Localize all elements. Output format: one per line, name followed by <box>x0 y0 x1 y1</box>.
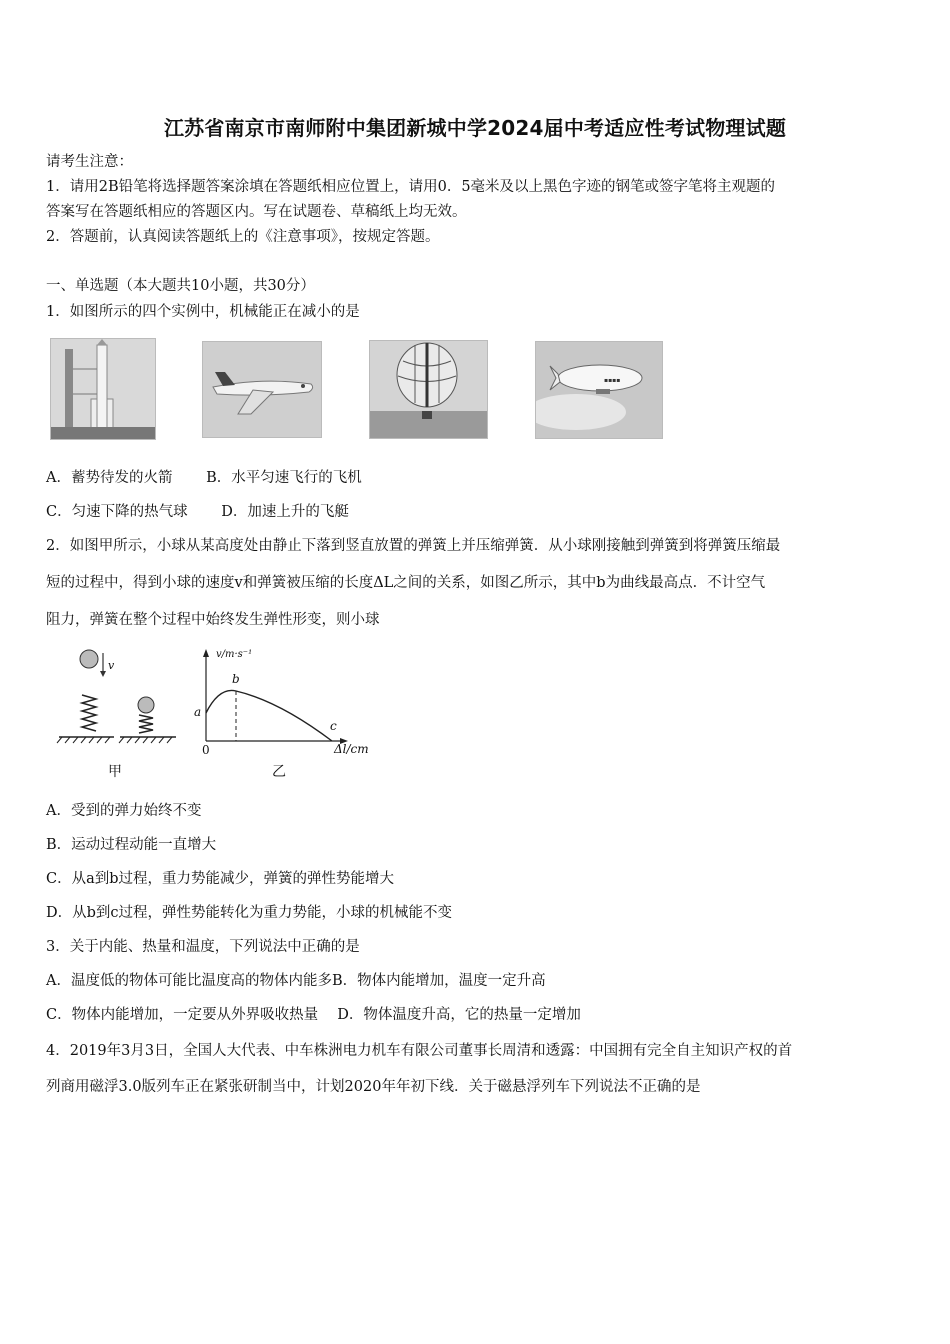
section-heading: 一、单选题（本大题共10小题，共30分） <box>46 278 315 294</box>
q3-options-cd: C．物体内能增加，一定要从外界吸收热量 D．物体温度升高，它的热量一定增加 <box>46 1007 581 1023</box>
airplane-photo <box>202 341 322 438</box>
q1-options-cd: C．匀速下降的热气球 D．加速上升的飞艇 <box>46 504 349 520</box>
svg-text:▪▪▪▪: ▪▪▪▪ <box>604 377 621 384</box>
point-c-label: c <box>330 719 337 733</box>
q2-option-b: B．运动过程动能一直增大 <box>46 837 217 853</box>
figure-jia-label: 甲 <box>108 764 122 780</box>
rocket-photo <box>50 338 156 440</box>
q1-options-ab: A．蓄势待发的火箭 B．水平匀速飞行的飞机 <box>46 470 362 486</box>
q3-options-ab: A．温度低的物体可能比温度高的物体内能多B．物体内能增加，温度一定升高 <box>46 973 546 989</box>
q2-option-d: D．从b到c过程，弹性势能转化为重力势能，小球的机械能不变 <box>46 905 453 921</box>
figure-yi-label: 乙 <box>272 764 286 780</box>
page-title: 江苏省南京市南师附中集团新城中学2024届中考适应性考试物理试题 <box>163 116 787 140</box>
q2-option-a: A．受到的弹力始终不变 <box>46 803 202 819</box>
graph-y-axis-label: v/m·s⁻¹ <box>216 649 253 660</box>
hot-air-balloon-photo <box>369 340 488 439</box>
q4-stem-line-1: 4．2019年3月3日，全国人大代表、中车株洲电力机车有限公司董事长周清和透露：中国拥有完全自主知识产权的首 <box>46 1043 793 1059</box>
q4-stem-line-2: 列商用磁浮3.0版列车正在紧张研制当中，计划2020年年初下线．关于磁悬浮列车下列说法不正确的是 <box>46 1079 701 1095</box>
q2-stem-line-3: 阻力，弹簧在整个过程中始终发生弹性形变，则小球 <box>46 612 380 628</box>
notice-item-2: 2．答题前，认真阅读答题纸上的《注意事项》，按规定答题。 <box>46 229 440 245</box>
velocity-label: v <box>108 659 115 672</box>
q2-figure <box>54 645 384 785</box>
airship-photo <box>535 341 663 439</box>
point-b-label: b <box>232 672 240 686</box>
notice-item-1-line-2: 答案写在答题纸相应的答题区内。写在试题卷、草稿纸上均无效。 <box>46 204 467 220</box>
q2-option-c: C．从a到b过程，重力势能减少，弹簧的弹性势能增大 <box>46 871 395 887</box>
notice-item-1-line-1: 1．请用2B铅笔将选择题答案涂填在答题纸相应位置上，请用0．5毫米及以上黑色字迹的钢笔或签字笔将主观题的 <box>46 179 776 195</box>
q2-stem-line-1: 2．如图甲所示，小球从某高度处由静止下落到竖直放置的弹簧上并压缩弹簧．从小球刚接触到弹簧到将弹簧压缩最 <box>46 538 781 554</box>
q1-stem: 1．如图所示的四个实例中，机械能正在减小的是 <box>46 304 360 320</box>
q2-stem-line-2: 短的过程中，得到小球的速度v和弹簧被压缩的长度ΔL之间的关系，如图乙所示，其中b为曲线最高点．不计空气 <box>46 575 766 591</box>
graph-origin-label: 0 <box>202 743 210 757</box>
q3-stem: 3．关于内能、热量和温度，下列说法中正确的是 <box>46 939 360 955</box>
point-a-label: a <box>194 705 202 719</box>
notice-heading: 请考生注意： <box>46 154 133 170</box>
graph-x-axis-label: Δl/cm <box>334 742 369 756</box>
